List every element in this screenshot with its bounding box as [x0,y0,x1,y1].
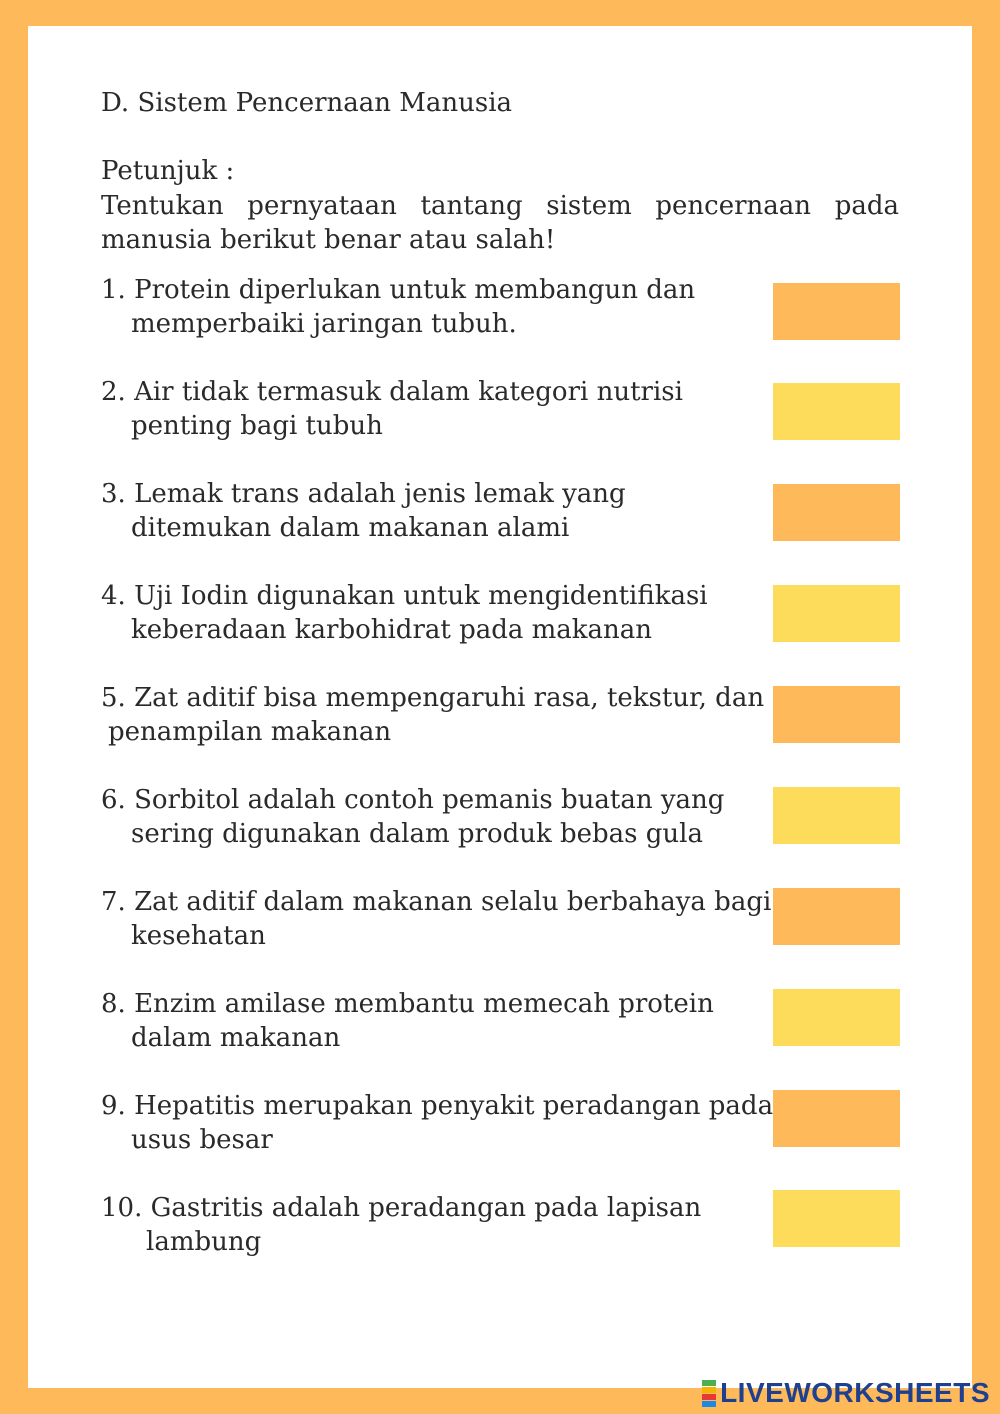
page-title: D. Sistem Pencernaan Manusia [101,88,513,118]
question-10 [101,1191,766,1259]
answer-box-7[interactable] [773,888,900,945]
question-6 [101,783,766,851]
question-5 [101,681,766,749]
question-2-line1: 2. Air tidak termasuk dalam kategori nutrisi [101,377,683,407]
question-7-line2: kesehatan [131,921,266,951]
question-1-line2: memperbaiki jaringan tubuh. [131,309,517,339]
question-8-line2: dalam makanan [131,1023,341,1053]
question-10-line2: lambung [146,1227,262,1257]
question-2-line2: penting bagi tubuh [131,411,383,441]
answer-box-8[interactable] [773,989,900,1046]
answer-box-4[interactable] [773,585,900,642]
question-8 [101,987,766,1055]
question-2 [101,375,766,443]
liveworksheets-logo-icon [702,1380,716,1407]
question-9-line2: usus besar [131,1125,273,1155]
question-4-line2: keberadaan karbohidrat pada makanan [131,615,653,645]
question-4-line1: 4. Uji Iodin digunakan untuk mengidentifikasi [101,581,708,611]
question-1-line1: 1. Protein diperlukan untuk membangun dan [101,275,696,305]
question-10-line1: 10. Gastritis adalah peradangan pada lapisan [101,1193,702,1223]
answer-box-9[interactable] [773,1090,900,1147]
question-1 [101,273,766,341]
instructions-heading: Petunjuk : [101,156,235,186]
answer-box-10[interactable] [773,1190,900,1247]
question-8-line1: 8. Enzim amilase membantu memecah protein [101,989,714,1019]
question-3 [101,477,766,545]
answer-box-3[interactable] [773,484,900,541]
brand-name: LIVEWORKSHEETS [720,1377,990,1408]
question-5-line2: penampilan makanan [108,717,392,747]
answer-box-1[interactable] [773,283,900,340]
question-7-line1: 7. Zat aditif dalam makanan selalu berbahaya bagi [101,887,772,917]
instructions-body: Tentukan pernyataan tantang sistem pencernaan pada manusia berikut benar atau salah! [101,191,899,255]
answer-box-6[interactable] [773,787,900,844]
question-3-line1: 3. Lemak trans adalah jenis lemak yang [101,479,626,509]
question-5-line1: 5. Zat aditif bisa mempengaruhi rasa, tekstur, dan [101,683,765,713]
footer-brand [702,1378,990,1408]
question-3-line2: ditemukan dalam makanan alami [131,513,570,543]
question-9-line1: 9. Hepatitis merupakan penyakit peradangan pada [101,1091,774,1121]
question-6-line1: 6. Sorbitol adalah contoh pemanis buatan yang [101,785,725,815]
answer-box-5[interactable] [773,686,900,743]
question-9 [101,1089,774,1157]
question-7 [101,885,772,953]
question-6-line2: sering digunakan dalam produk bebas gula [131,819,703,849]
answer-box-2[interactable] [773,383,900,440]
question-4 [101,579,766,647]
